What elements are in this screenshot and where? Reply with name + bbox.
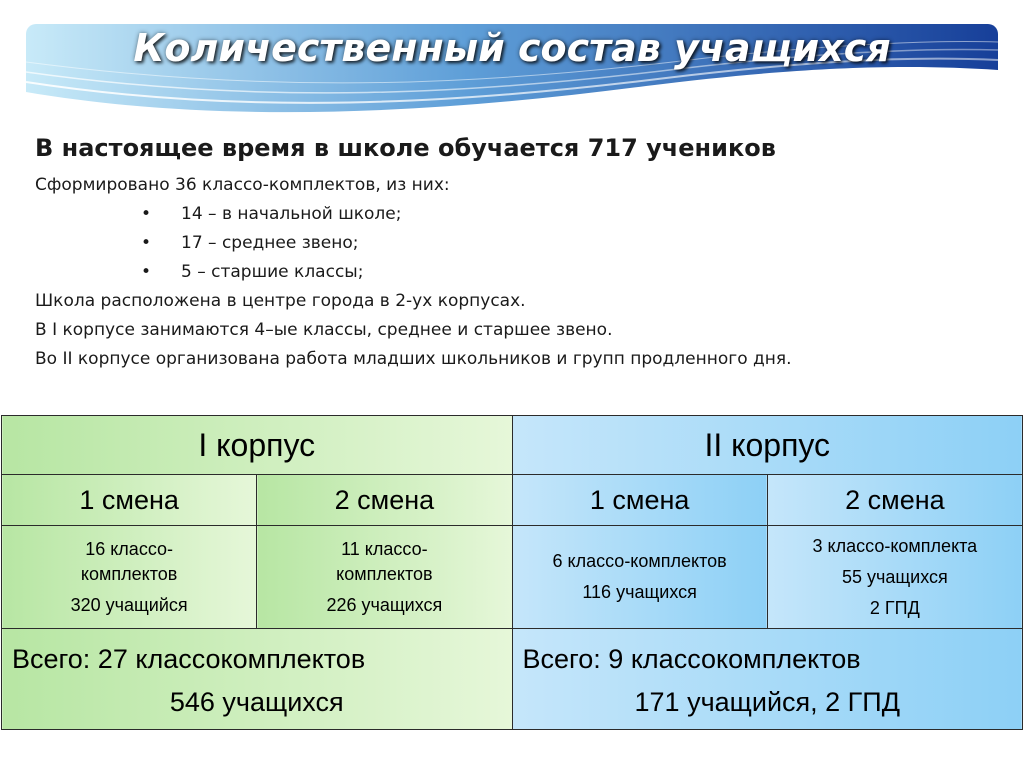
table-row <box>2 629 1023 730</box>
building-two-total: Всего: 9 классокомплектов 171 учащийся, 2 ГПД <box>512 629 1023 730</box>
list-item: • 5 – старшие классы; <box>35 258 995 287</box>
building-one-text: В I корпусе занимаются 4–ые классы, среднее и старшее звено. <box>35 320 613 340</box>
table-row <box>2 475 1023 526</box>
table-row <box>2 526 1023 629</box>
shift-details-cell: 3 классо-комплекта 55 учащихся 2 ГПД <box>767 526 1022 629</box>
bullet-icon: • <box>141 204 152 224</box>
building-two-header: II корпус <box>512 416 1023 475</box>
list-item: • 17 – среднее звено; <box>35 229 995 258</box>
intro-text-block <box>35 130 995 374</box>
shift-header: 1 смена <box>2 475 257 526</box>
shift-details-cell: 11 классо- комплектов 226 учащихся <box>257 526 512 629</box>
class-sets-summary: Сформировано 36 классо-комплектов, из них: <box>35 175 450 195</box>
list-item: • 14 – в начальной школе; <box>35 200 995 229</box>
bullet-icon: • <box>141 262 152 282</box>
building-one-total: Всего: 27 классокомплектов 546 учащихся <box>2 629 513 730</box>
buildings-table <box>1 415 1023 730</box>
shift-header: 2 смена <box>767 475 1022 526</box>
building-one-header: I корпус <box>2 416 513 475</box>
shift-details-cell: 6 классо-комплектов 116 учащихся <box>512 526 767 629</box>
slide-title: Количественный состав учащихся <box>133 26 891 70</box>
shift-header: 2 смена <box>257 475 512 526</box>
school-location-text: Школа расположена в центре города в 2-ух корпусах. <box>35 291 526 311</box>
bullet-icon: • <box>141 233 152 253</box>
student-count-headline: В настоящее время в школе обучается 717 учеников <box>35 134 776 162</box>
class-breakdown-list <box>35 200 995 287</box>
table-row <box>2 416 1023 475</box>
shift-details-cell: 16 классо- комплектов 320 учащийся <box>2 526 257 629</box>
building-two-text: Во II корпусе организована работа младших школьников и групп продленного дня. <box>35 349 792 369</box>
shift-header: 1 смена <box>512 475 767 526</box>
